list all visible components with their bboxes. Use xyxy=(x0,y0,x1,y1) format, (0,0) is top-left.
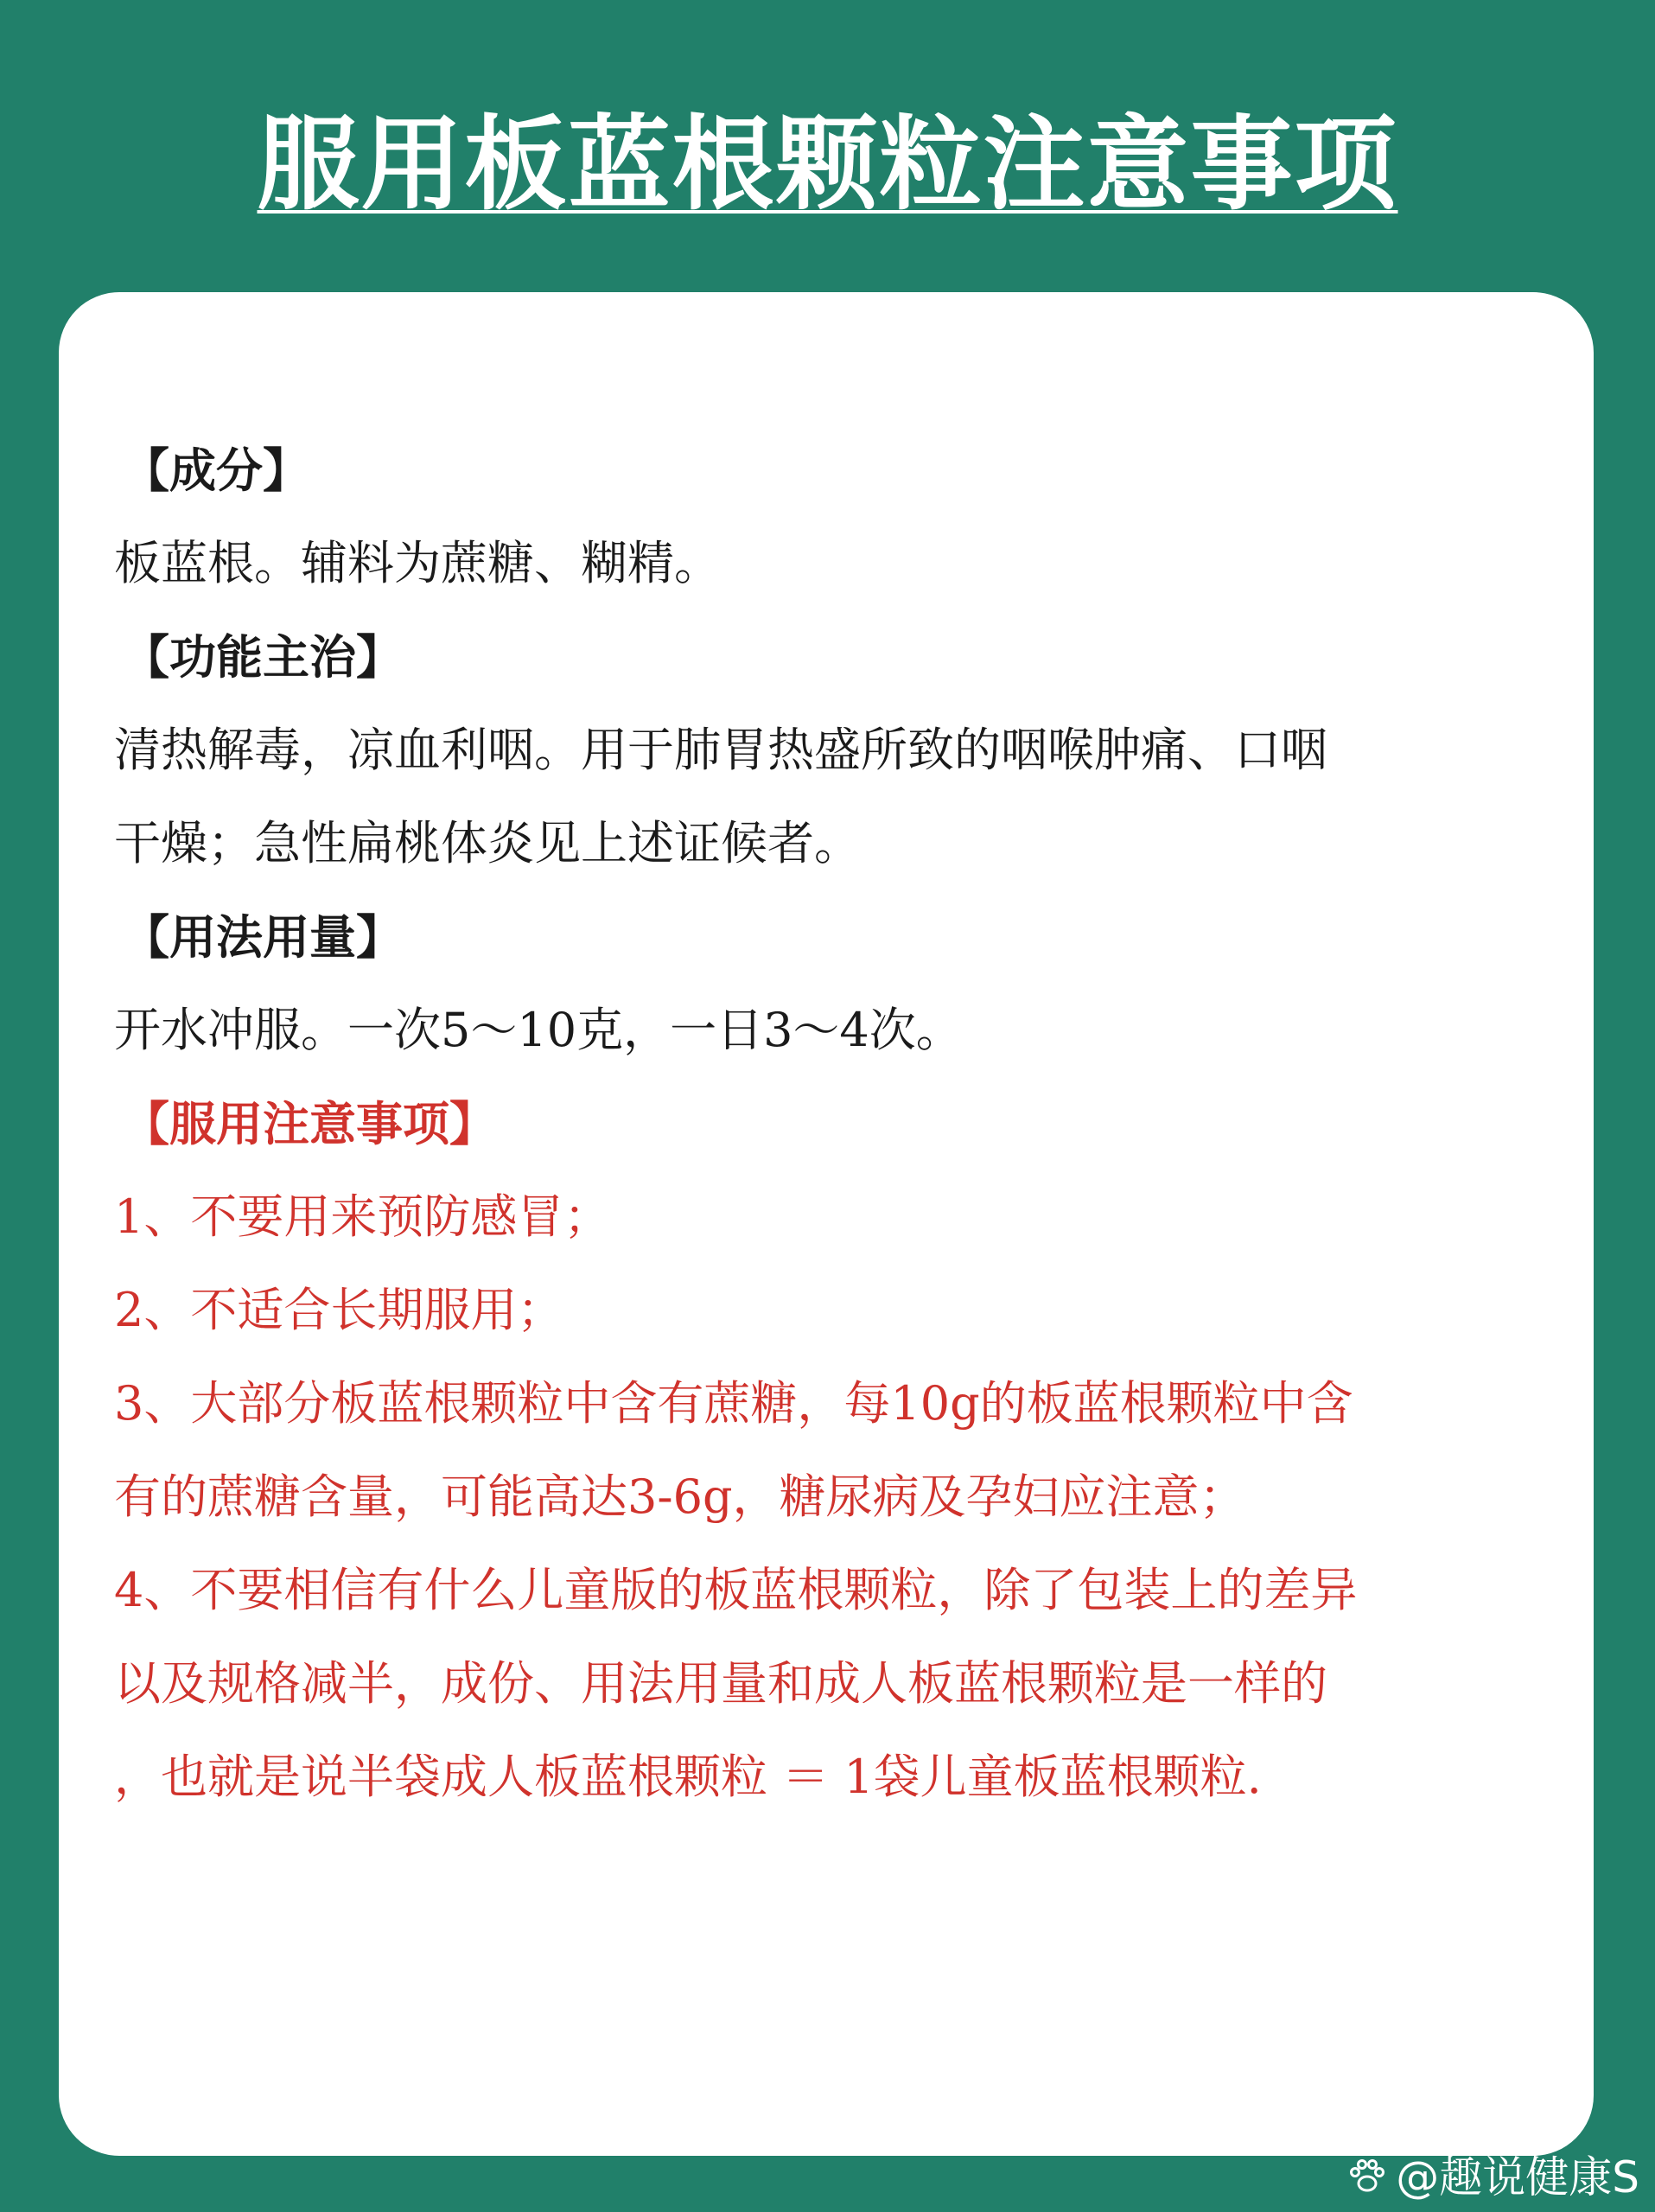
section-heading-precautions: 【服用注意事项】 xyxy=(123,1096,496,1151)
precaution-line-6: 以及规格减半，成份、用法用量和成人板蓝根颗粒是一样的 xyxy=(114,1656,1327,1711)
content-card xyxy=(59,292,1594,2156)
section-heading-dosage: 【用法用量】 xyxy=(123,909,403,965)
precaution-line-4: 有的蔗糖含量，可能高达3-6g，糖尿病及孕妇应注意； xyxy=(114,1469,1246,1524)
dosage-text: 开水冲服。一次5～10克，一日3～4次。 xyxy=(114,1003,963,1057)
precaution-line-5: 4、不要相信有什么儿童版的板蓝根颗粒，除了包装上的差异 xyxy=(114,1563,1358,1617)
indications-text-line-1: 清热解毒，凉血利咽。用于肺胃热盛所致的咽喉肿痛、口咽 xyxy=(114,723,1327,777)
card-content xyxy=(114,424,1575,1824)
section-heading-indications: 【功能主治】 xyxy=(123,629,403,685)
precaution-line-2: 2、不适合长期服用； xyxy=(114,1283,564,1337)
precaution-line-7: ，也就是说半袋成人板蓝根颗粒 ＝ 1袋儿童板蓝根颗粒. xyxy=(114,1750,1262,1804)
ingredients-text: 板蓝根。辅料为蔗糖、糊精。 xyxy=(114,536,721,590)
page-title xyxy=(0,99,1655,229)
watermark-text: @趣说健康S xyxy=(1396,2152,1639,2202)
indications-text-line-2: 干燥；急性扁桃体炎见上述证候者。 xyxy=(114,816,861,870)
paw-icon xyxy=(1347,2158,1387,2197)
precaution-line-3: 3、大部分板蓝根颗粒中含有蔗糖，每10g的板蓝根颗粒中含 xyxy=(114,1376,1353,1431)
watermark xyxy=(1347,2150,1639,2205)
precaution-line-1: 1、不要用来预防感冒； xyxy=(114,1189,611,1244)
page-title-text: 服用板蓝根颗粒注意事项 xyxy=(257,105,1398,224)
section-heading-ingredients: 【成分】 xyxy=(123,443,309,498)
